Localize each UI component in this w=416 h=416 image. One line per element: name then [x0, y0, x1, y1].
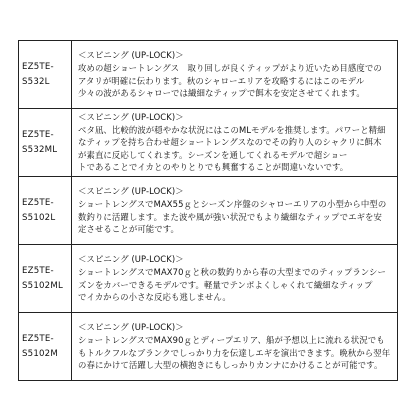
description-line: ＜スピニング (UP-LOCK)＞	[78, 186, 184, 197]
model-name-part: EZ5TE-	[22, 61, 54, 72]
table-row	[19, 313, 398, 381]
table-row	[19, 41, 398, 109]
description-line: 数釣りに活躍します。また波や風が強い状況でもより繊細なティップでエギを安	[78, 211, 383, 222]
description-line: トであることでイカとのやりとりでも興奮することが間違いないです。	[78, 162, 349, 173]
description-line: 攻めの超ショートレングス 取り回しが良くティップがより近いため目感度での	[78, 62, 382, 73]
description-line: が素直に反応してくれます。シーズンを通してくれるモデルで超ショー	[78, 149, 348, 160]
model-name-cell	[19, 245, 72, 313]
description-line: アタリが明確に伝わります。秋のシャローエリアを攻略するにはこのモデル	[78, 75, 365, 86]
description-line: ショートレングスでMAX90ｇとディープエリア、船が予想以上に流れる状況でも	[78, 334, 385, 345]
description-line: 定させることが可能です。	[78, 224, 180, 235]
model-name-cell	[19, 177, 72, 245]
description-cell	[72, 177, 398, 245]
description-line: ショートレングスでMAX55ｇとシーズン序盤のシャローエリアの小型から中型の	[78, 198, 387, 209]
model-name-cell	[19, 109, 72, 177]
description-line: ＜スピニング (UP-LOCK)＞	[78, 322, 184, 333]
description-cell	[72, 109, 398, 177]
model-name-part: EZ5TE-	[22, 129, 54, 140]
model-name-cell	[19, 41, 72, 109]
model-name-part: S5102M	[22, 348, 58, 359]
description-line: ベタ凪、比較的波が穏やかな状況にはこのMLモデルを推奨します。パワーと精細	[78, 124, 386, 135]
model-name-part: S5102L	[22, 212, 56, 223]
description-line: 少々の波があるシャローでは繊細なティップで餌木を安定させてくれます。	[78, 88, 365, 99]
description-line: ＜スピニング (UP-LOCK)＞	[78, 50, 184, 61]
description-line: もトルクフルなブランクでしっかり力を伝達しエギを演出できます。晩秋から翌年	[78, 347, 391, 358]
description-line: ショートレングスでMAX70ｇと秋の数釣りから春の大型までのティップランシー	[78, 266, 387, 277]
description-cell	[72, 41, 398, 109]
description-line: なティップを持ち合わせ超ショートレングスなのでその釣り人のシャクリに餌木	[78, 137, 382, 148]
model-name-part: EZ5TE-	[22, 265, 54, 276]
model-name-part: S532L	[22, 76, 50, 87]
model-name-part: EZ5TE-	[22, 333, 54, 344]
description-line: ＜スピニング (UP-LOCK)＞	[78, 112, 184, 123]
description-cell	[72, 313, 398, 381]
description-line: でイカからの小さな反応も逃しません。	[78, 292, 231, 303]
table-row	[19, 245, 398, 313]
description-line: ズンをカバーできるモデルです。軽量でテンポよくしゃくれて繊細なティップ	[78, 279, 373, 290]
table-row	[19, 109, 398, 177]
description-line: の春にかけて活躍し大型の横抱きにもしっかりカンナにかけることが可能です。	[78, 360, 383, 371]
description-cell	[72, 245, 398, 313]
model-name-part: S532ML	[22, 144, 58, 155]
table-row	[19, 177, 398, 245]
rod-spec-table	[18, 40, 398, 381]
model-name-part: S5102ML	[22, 280, 63, 291]
model-name-part: EZ5TE-	[22, 197, 54, 208]
description-line: ＜スピニング (UP-LOCK)＞	[78, 254, 184, 265]
model-name-cell	[19, 313, 72, 381]
